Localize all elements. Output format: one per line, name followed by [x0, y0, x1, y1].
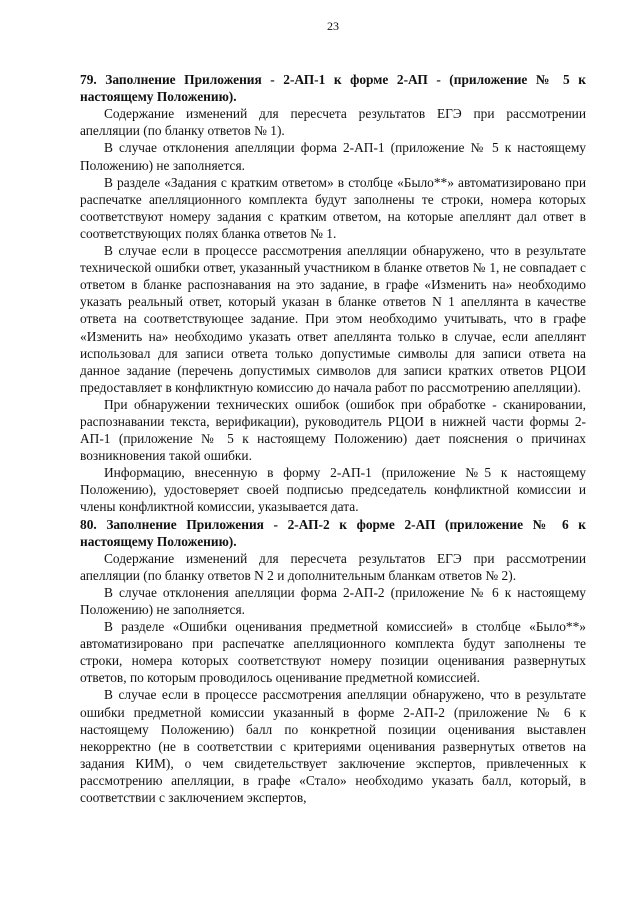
- paragraph: При обнаружении технических ошибок (ошибок при обработке - сканировании, распознавании текста, верификации), руководитель РЦОИ в нижней части формы 2-АП-1 (приложение № 5 к настоящему Положению) дает пояснения о причинах возникновения такой ошибки.: [80, 396, 586, 464]
- paragraph: В случае если в процессе рассмотрения апелляции обнаружено, что в результате технической ошибки ответ, указанный участником в бланке ответов № 1, не совпадает с ответом в бланке распознавания на это задание, в графе «Изменить на» необходимо указать реальный ответ, который указан в бланке ответов N 1 апеллянта в качестве ответа на соответствующее задание. При этом необходимо учитывать, что в графе «Изменить на» необходимо указать ответ апеллянта только в случае, если апеллянт использовал для записи ответа только допустимые символы для записи ответа на данное задание (перечень допустимых символов для записи кратких ответов РЦОИ предоставляет в конфликтную комиссию до начала работ по рассмотрению апелляции).: [80, 243, 586, 395]
- paragraph: В случае отклонения апелляции форма 2-АП-2 (приложение № 6 к настоящему Положению) не заполняется.: [80, 584, 586, 617]
- section-heading: 79. Заполнение Приложения - 2-АП-1 к форме 2-АП - (приложение № 5 к настоящему Положению).: [80, 72, 586, 105]
- paragraph: Содержание изменений для пересчета результатов ЕГЭ при рассмотрении апелляции (по бланку ответов № 1).: [80, 106, 586, 139]
- paragraph: В разделе «Задания с кратким ответом» в столбце «Было**» автоматизировано при распечатке апелляционного комплекта будут заполнены те строки, номера которых соответствуют номеру задания с кратким ответом, на которые апеллянт дал ответ в соответствующих полях бланка ответов № 1.: [80, 174, 586, 241]
- section-heading: 80. Заполнение Приложения - 2-АП-2 к форме 2-АП (приложение № 6 к настоящему Положению).: [80, 516, 586, 549]
- paragraph: Информацию, внесенную в форму 2-АП-1 (приложение №5 к настоящему Положению), удостоверяет своей подписью председатель конфликтной комиссии и члены конфликтной комиссии, указывается дата.: [80, 465, 586, 515]
- document-page: [80, 18, 586, 806]
- paragraph: В случае если в процессе рассмотрения апелляции обнаружено, что в результате ошибки предметной комиссии указанный в форме 2-АП-2 (приложение № 6 к настоящему Положению) балл по конкретной позиции оценивания выставлен некорректно (не в соответствии с критериями оценивания развернутых ответов на задания КИМ), о чем свидетельствует заключение экспертов, привлеченных к рассмотрению апелляции, в графе «Стало» необходимо указать балл, который, в соответствии с заключением экспертов,: [80, 687, 586, 806]
- paragraph: В разделе «Ошибки оценивания предметной комиссией» в столбце «Было**» автоматизировано при распечатке апелляционного комплекта будут заполнены те строки, номера которых соответствуют номеру позиции оценивания развернутых ответов, по которым проводилось оценивание предметной комиссией.: [80, 619, 586, 686]
- section-80: [80, 516, 586, 807]
- paragraph: Содержание изменений для пересчета результатов ЕГЭ при рассмотрении апелляции (по бланку ответов N 2 и дополнительным бланкам ответов № 2).: [80, 550, 586, 583]
- paragraph: В случае отклонения апелляции форма 2-АП-1 (приложение № 5 к настоящему Положению) не заполняется.: [80, 140, 586, 173]
- section-79: [80, 71, 586, 515]
- page-number: 23: [327, 19, 339, 33]
